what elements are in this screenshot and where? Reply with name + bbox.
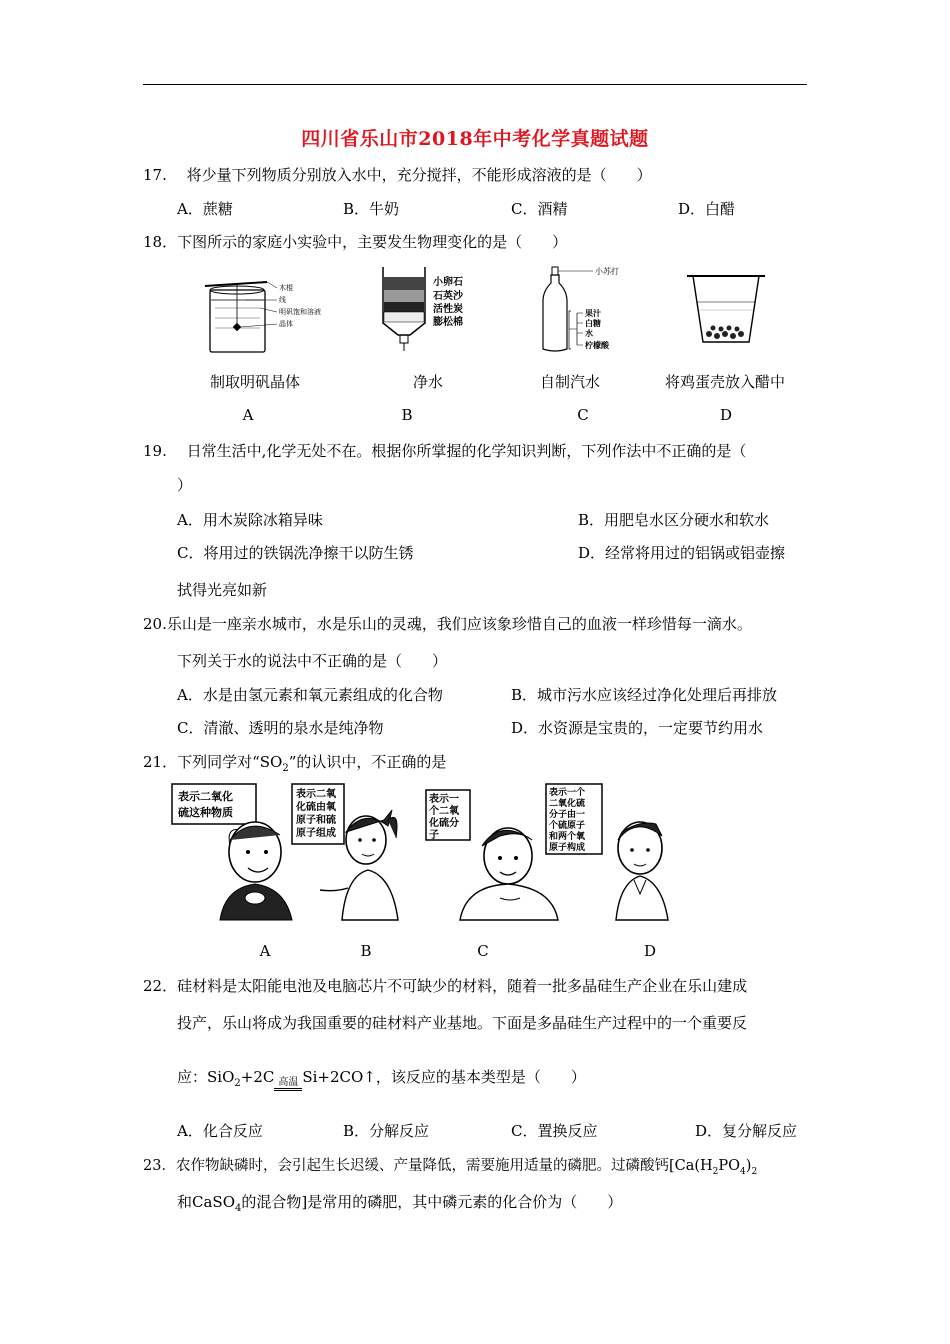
q21-stem: 21．下列同学对“$SO_2$”的认识中，不正确的是 [143,753,447,774]
q20-stem-line1: 20.乐山是一座亲水城市，水是乐山的灵魂，我们应该象珍惜自己的血液一样珍惜每一滴水。 [143,615,752,633]
q20-option-a: A．水是由氢元素和氧元素组成的化合物 [177,686,443,704]
q21-letter-d: D [643,942,657,960]
fig-c-label-water: 水 [585,329,593,338]
q22-option-b: B．分解反应 [343,1122,430,1140]
q20-option-c: C．清澈、透明的泉水是纯净物 [177,719,384,737]
q21-cartoon-figure [170,780,790,930]
q21-bubble-d-line6: 原子构成 [549,843,586,853]
q19-option-a: A．用木炭除冰箱异味 [177,511,323,529]
q21-bubble-b-line2: 化硫由氧 [296,802,336,813]
q22-option-d: D．复分解反应 [695,1122,798,1140]
q21-bubble-c-line3: 化硫分 [429,818,459,829]
q18-letter-c: C [577,406,589,424]
q19-stem-line2: ） [177,476,193,494]
q22-stem-line1: 22．硅材料是太阳能电池及电脑芯片不可缺少的材料，随着一批多晶硅生产企业在乐山建成 [143,977,748,995]
q18-figure-c [543,265,643,355]
q19-option-d: D．经常将用过的铝锅或铝壶擦 [578,544,786,562]
q19-option-d-cont: 拭得光亮如新 [177,581,268,599]
q17-stem: 17. 将少量下列物质分别放入水中，充分搅拌，不能形成溶液的是（ ） [143,166,652,184]
q21-bubble-a-line2: 硫这种物质 [178,806,233,819]
q21-bubble-d-line5: 和两个氧 [549,832,586,842]
q23-stem-line1: 23．农作物缺磷时，会引起生长迟缓、产量降低，需要施用适量的磷肥。过磷酸钙[$Ca(H_2PO_4)_2$ [143,1158,758,1177]
q18-letter-a: A [242,406,254,424]
q21-bubble-c-line2: 个二氧 [429,806,459,817]
fig-a-label-stick: 木棍 [279,284,293,292]
q22-reaction-condition: 高温 [274,1077,302,1091]
header-rule [143,84,807,85]
q21-bubble-b-line4: 原子组成 [296,828,336,839]
q21-bubble-b-line1: 表示二氧 [296,789,336,800]
q20-stem-line2: 下列关于水的说法中不正确的是（ ） [177,652,448,670]
q18-stem: 18．下图所示的家庭小实验中，主要发生物理变化的是（ ） [143,233,568,251]
fig-b-label-cotton: 膨松棉 [433,317,463,328]
fig-b-label-carbon: 活性炭 [433,304,463,315]
q18-figure-b [378,265,488,355]
fig-c-label-citric: 柠檬酸 [585,341,609,350]
page-title: 四川省乐山市2018年中考化学真题试题 [301,128,649,150]
fig-b-label-sand: 石英沙 [433,291,463,302]
fig-c-label-juice: 果汁 [585,309,601,318]
q18-caption-a: 制取明矾晶体 [209,373,300,391]
q23-stem-line2: 和CaSO$_4$的混合物]是常用的磷肥，其中磷元素的化合价为（ ） [177,1193,623,1214]
q21-letter-c: C [477,942,489,960]
fig-a-label-solution: 明矾饱和溶液 [279,308,321,316]
q21-letter-b: B [360,942,372,960]
fig-b-label-pebble: 小卵石 [433,277,463,288]
q18-caption-b: 净水 [412,373,443,391]
q22-option-a: A．化合反应 [177,1122,263,1140]
fig-c-label-soda: 小苏打 [595,267,619,276]
q20-option-b: B．城市污水应该经过净化处理后再排放 [511,686,778,704]
q18-figure-a [205,278,355,358]
q21-bubble-b-line3: 原子和硫 [296,815,336,826]
q18-letter-b: B [401,406,413,424]
q19-stem-line1: 19. 日常生活中,化学无处不在。根据你所掌握的化学知识判断，下列作法中不正确的是（ [143,442,747,460]
q18-caption-c: 自制汽水 [539,373,600,391]
q21-bubble-a-line1: 表示二氧化 [178,790,233,803]
q21-bubble-d-line3: 分子由一 [549,810,586,820]
q22-equation-line: 应：SiO$_2$+2C $_{高温}$ Si+2CO↑，该反应的基本类型是（ ） [177,1068,586,1089]
q17-option-a: A．蔗糖 [177,200,233,218]
q18-caption-d: 将鸡蛋壳放入醋中 [664,373,785,391]
q17-option-d: D．白醋 [678,200,736,218]
fig-a-label-crystal: 晶体 [279,320,293,328]
q21-bubble-d-line2: 二氧化硫 [549,799,586,809]
fig-c-label-sugar: 白糖 [585,319,601,328]
q17-option-b: B．牛奶 [343,200,400,218]
q21-bubble-d-line1: 表示一个 [549,788,586,798]
q21-bubble-c-line1: 表示一 [429,794,459,805]
q19-option-b: B．用肥皂水区分硬水和软水 [578,511,770,529]
q22-option-c: C．置换反应 [511,1122,598,1140]
q20-option-d: D．水资源是宝贵的，一定要节约用水 [511,719,764,737]
q17-option-c: C．酒精 [511,200,568,218]
q21-bubble-c-line4: 子 [429,830,439,841]
q19-option-c: C．将用过的铁锅洗净擦干以防生锈 [177,544,414,562]
q18-figure-d [687,272,767,352]
q18-letter-d: D [719,406,733,424]
q21-letter-a: A [259,942,271,960]
q22-stem-line2: 投产，乐山将成为我国重要的硅材料产业基地。下面是多晶硅生产过程中的一个重要反 [177,1014,748,1032]
q21-bubble-d-line4: 个硫原子 [549,821,586,831]
fig-a-label-thread: 线 [279,296,286,304]
